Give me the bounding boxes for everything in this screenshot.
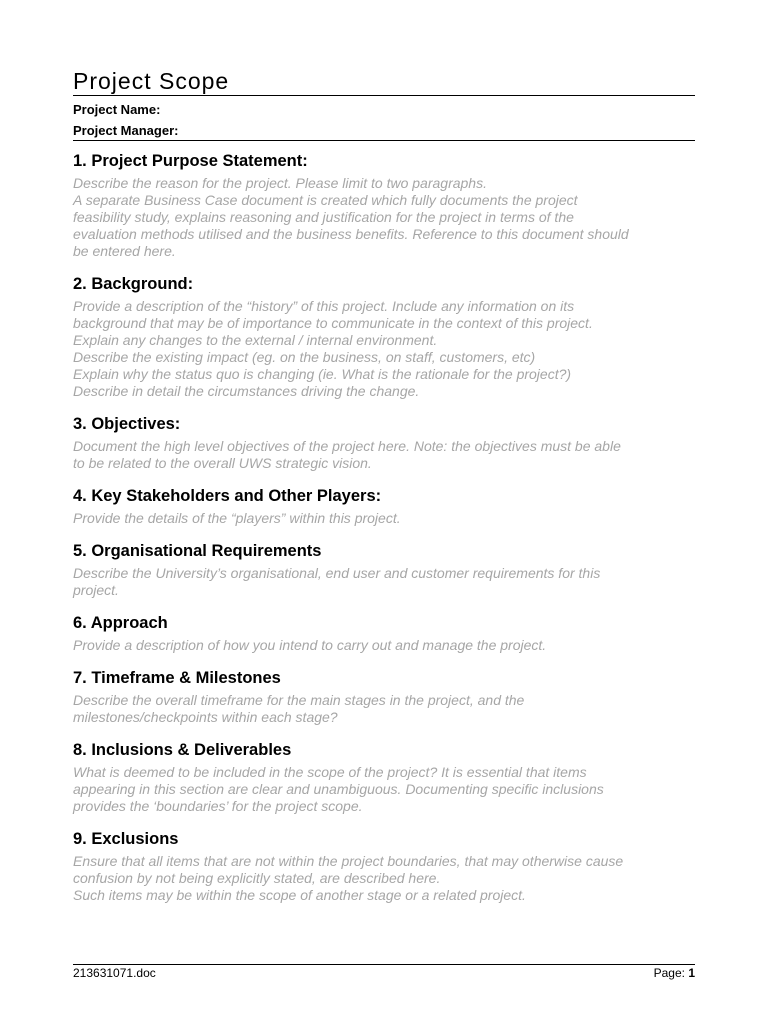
body-line: background that may be of importance to communicate in the context of this project. [73,315,593,331]
body-line: Document the high level objectives of the project here. Note: the objectives must be able [73,438,621,454]
project-name-label: Project Name: [73,102,161,117]
section-heading: 8. Inclusions & Deliverables [73,741,292,759]
section-background [73,274,695,400]
section-heading: 6. Approach [73,614,168,632]
body-line: Describe the reason for the project. Please limit to two paragraphs. [73,175,487,191]
section-objectives [73,414,695,472]
body-line: confusion by not being explicitly stated, are described here. [73,870,441,886]
section-body [73,438,695,472]
section-body [73,692,695,726]
body-line: evaluation methods utilised and the business benefits. Reference to this document should [73,226,629,242]
section-body [73,298,695,400]
body-line: Provide a description of the “history” of this project. Include any information on its [73,298,575,314]
footer-filename: 213631071.doc [73,966,156,980]
section-heading: 4. Key Stakeholders and Other Players: [73,487,382,505]
section-body [73,637,695,654]
section-heading: 5. Organisational Requirements [73,542,322,560]
section-purpose [73,151,695,260]
body-line: feasibility study, explains reasoning and justification for the project in terms of the [73,209,574,225]
body-line: to be related to the overall UWS strategic vision. [73,455,372,471]
meta-divider [73,140,695,141]
section-body [73,510,695,527]
project-manager-label: Project Manager: [73,123,179,138]
section-stakeholders [73,486,695,527]
body-line: Provide the details of the “players” within this project. [73,510,401,526]
section-body [73,565,695,599]
section-heading: 7. Timeframe & Milestones [73,669,281,687]
body-line: Ensure that all items that are not within the project boundaries, that may otherwise cause [73,853,624,869]
body-line: appearing in this section are clear and unambiguous. Documenting specific inclusions [73,781,604,797]
body-line: Such items may be within the scope of another stage or a related project. [73,887,526,903]
section-heading: 1. Project Purpose Statement: [73,152,308,170]
body-line: Describe in detail the circumstances driving the change. [73,383,420,399]
body-line: Explain why the status quo is changing (ie. What is the rationale for the project?) [73,366,572,382]
body-line: A separate Business Case document is created which fully documents the project [73,192,578,208]
body-line: milestones/checkpoints within each stage? [73,709,338,725]
section-heading: 2. Background: [73,275,194,293]
body-line: Describe the overall timeframe for the main stages in the project, and the [73,692,525,708]
page-title: Project Scope [73,68,230,94]
title-divider [73,95,695,96]
body-line: Provide a description of how you intend to carry out and manage the project. [73,637,547,653]
section-timeframe [73,668,695,726]
document-page [73,0,695,1024]
section-body [73,175,695,260]
section-inclusions [73,740,695,815]
page-number: 1 [688,966,695,980]
section-body [73,764,695,815]
section-exclusions [73,829,695,904]
page-label: Page: [653,966,685,980]
body-line: Explain any changes to the external / internal environment. [73,332,438,348]
body-line: project. [73,582,119,598]
section-heading: 3. Objectives: [73,415,181,433]
sections-container [73,151,695,918]
body-line: Describe the University’s organisational, end user and customer requirements for this [73,565,601,581]
section-organisational-requirements [73,541,695,599]
body-line: be entered here. [73,243,176,259]
body-line: provides the ‘boundaries’ for the project scope. [73,798,363,814]
section-body [73,853,695,904]
section-heading: 9. Exclusions [73,830,179,848]
section-approach [73,613,695,654]
body-line: What is deemed to be included in the scope of the project? It is essential that items [73,764,587,780]
footer-divider [73,964,695,965]
body-line: Describe the existing impact (eg. on the business, on staff, customers, etc) [73,349,536,365]
footer-page-info [654,966,695,980]
